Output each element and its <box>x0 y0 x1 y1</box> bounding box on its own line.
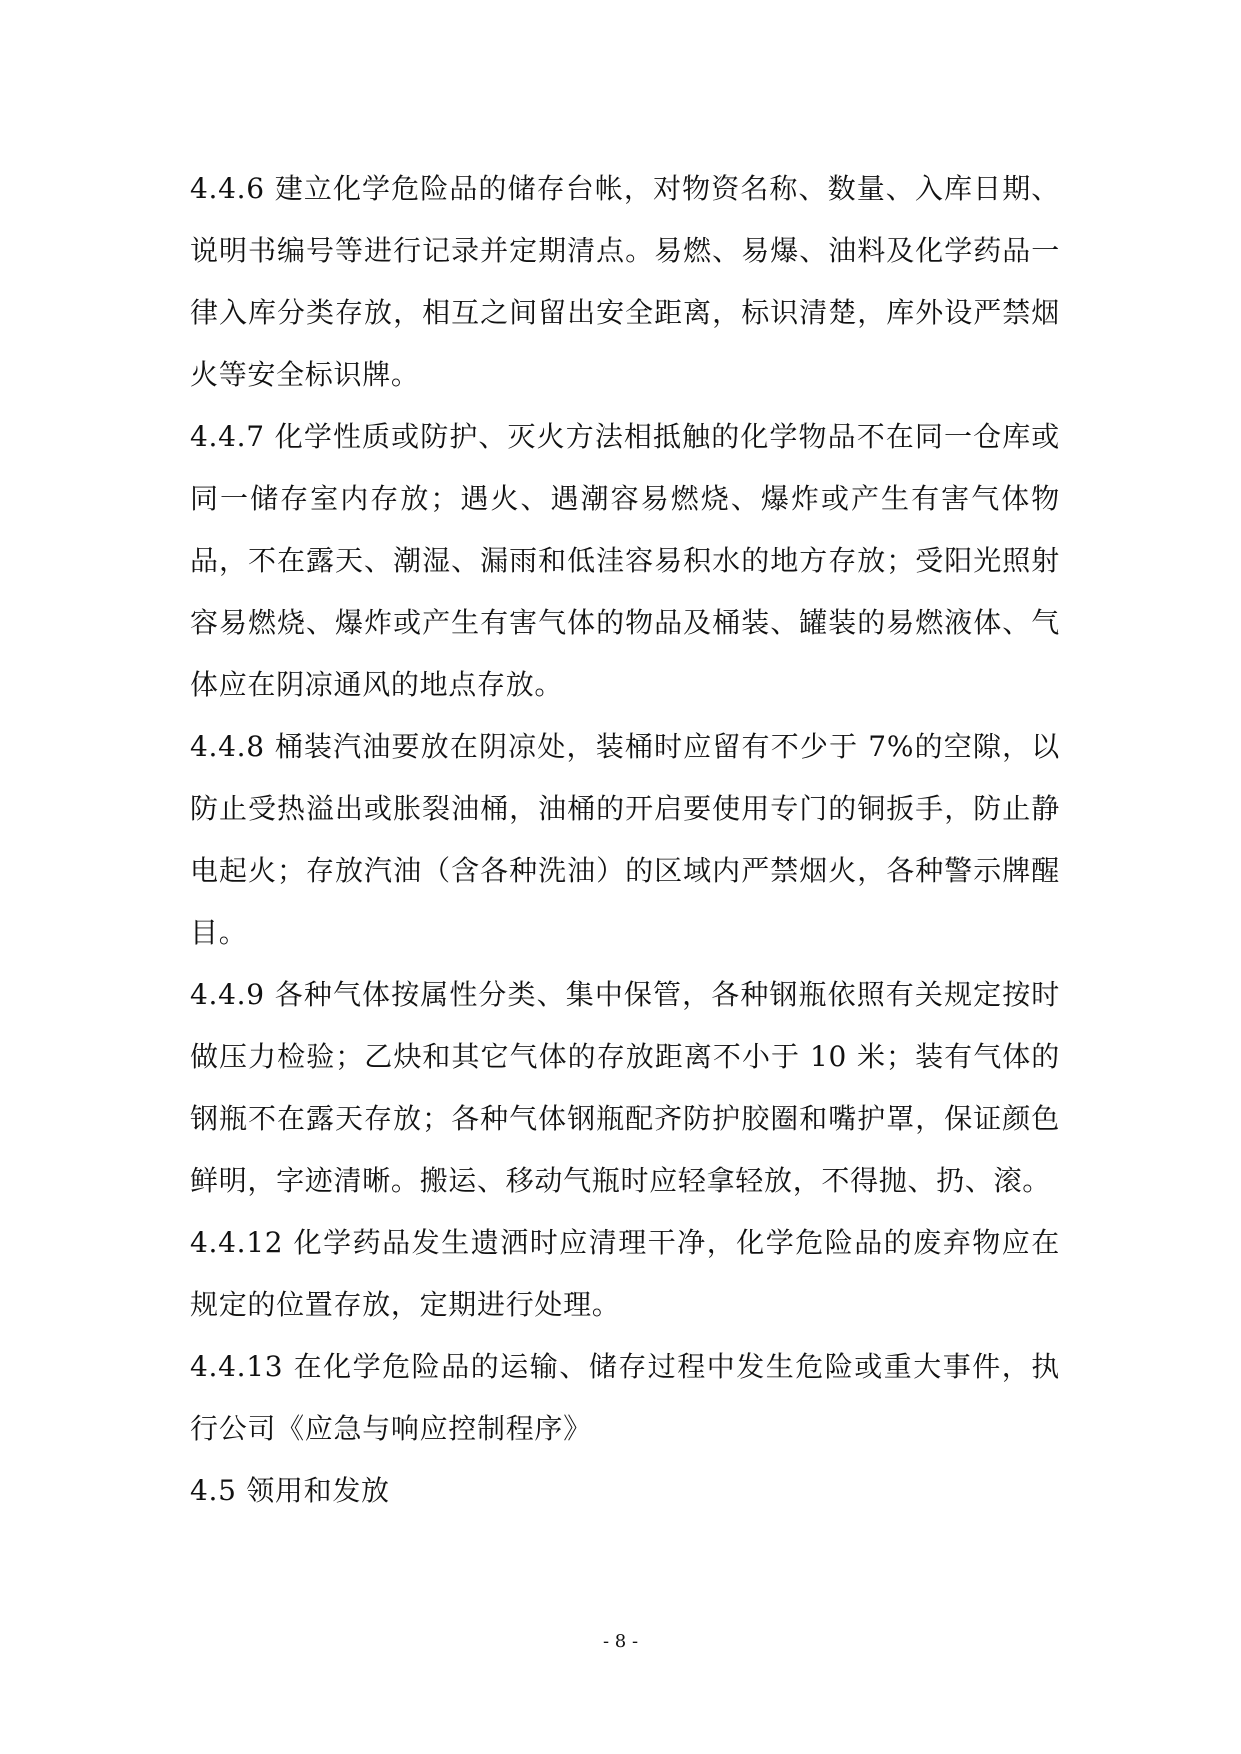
paragraph-4-4-12: 4.4.12 化学药品发生遗洒时应清理干净，化学危险品的废弃物应在规定的位置存放，定期进行处理。 <box>190 1226 1060 1321</box>
paragraph-4-4-9: 4.4.9 各种气体按属性分类、集中保管，各种钢瓶依照有关规定按时做压力检验；乙炔和其它气体的存放距离不小于 10 米；装有气体的钢瓶不在露天存放；各种气体钢瓶配齐防护胶圈和嘴护罩，保证颜色鲜明，字迹清晰。搬运、移动气瓶时应轻拿轻放，不得抛、扔、滚。 <box>190 978 1060 1197</box>
document-body <box>190 158 1060 1522</box>
section-heading-4-5: 4.5 领用和发放 <box>190 1474 390 1507</box>
paragraph-4-4-8: 4.4.8 桶装汽油要放在阴凉处，装桶时应留有不少于 7%的空隙，以防止受热溢出或胀裂油桶，油桶的开启要使用专门的铜扳手，防止静电起火；存放汽油（含各种洗油）的区域内严禁烟火，各种警示牌醒目。 <box>190 730 1060 949</box>
paragraph-4-4-7: 4.4.7 化学性质或防护、灭火方法相抵触的化学物品不在同一仓库或同一储存室内存放；遇火、遇潮容易燃烧、爆炸或产生有害气体物品，不在露天、潮湿、漏雨和低洼容易积水的地方存放；受阳光照射容易燃烧、爆炸或产生有害气体的物品及桶装、罐装的易燃液体、气体应在阴凉通风的地点存放。 <box>190 420 1060 701</box>
paragraph-4-4-13: 4.4.13 在化学危险品的运输、储存过程中发生危险或重大事件，执行公司《应急与响应控制程序》 <box>190 1350 1060 1445</box>
page-number: - 8 - <box>602 1631 639 1652</box>
paragraph-4-4-6: 4.4.6 建立化学危险品的储存台帐，对物资名称、数量、入库日期、说明书编号等进行记录并定期清点。易燃、易爆、油料及化学药品一律入库分类存放，相互之间留出安全距离，标识清楚，库外设严禁烟火等安全标识牌。 <box>190 172 1060 391</box>
